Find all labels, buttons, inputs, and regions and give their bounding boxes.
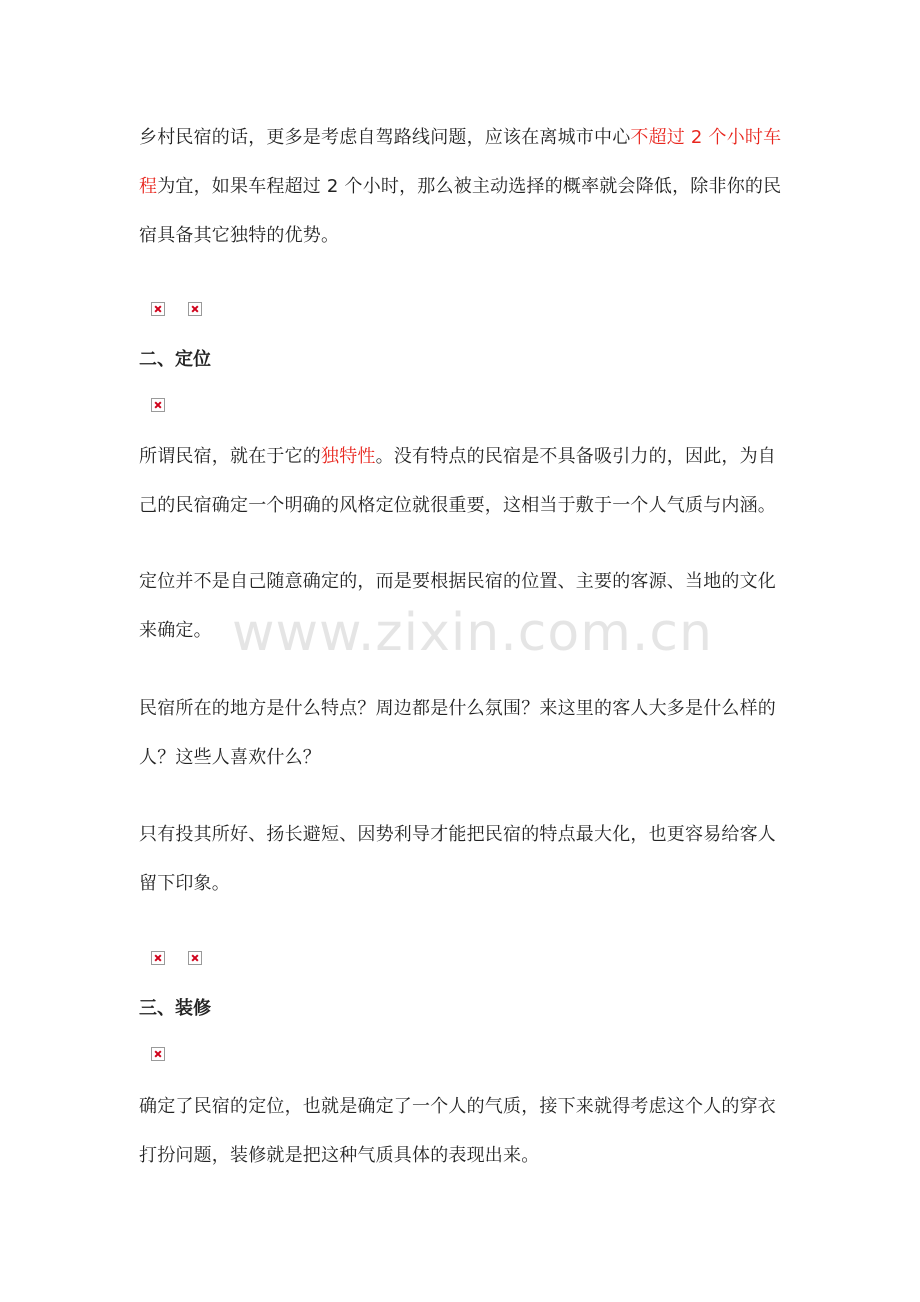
- highlighted-text: 不超过 2 个小时车程: [139, 127, 782, 197]
- paragraph-text: 所谓民宿，就在于它的: [139, 446, 321, 467]
- paragraph-text: 为宜，如果车程超过 2 个小时，那么被主动选择的概率就会降低，除非你的民宿具备其它独特的优势。: [139, 176, 782, 246]
- broken-image-icon: [188, 951, 202, 965]
- paragraph-uniqueness: [139, 432, 784, 530]
- highlighted-text: 独特性: [321, 446, 376, 467]
- paragraph-questions: 民宿所在的地方是什么特点？周边都是什么氛围？来这里的客人大多是什么样的人？这些人喜欢什么？: [139, 698, 776, 768]
- section-heading-positioning: 二、定位: [139, 349, 211, 370]
- broken-image-icon: [151, 951, 165, 965]
- paragraph-decoration: 确定了民宿的定位，也就是确定了一个人的气质，接下来就得考虑这个人的穿衣打扮问题，装修就是把这种气质具体的表现出来。: [139, 1096, 776, 1166]
- paragraph-maximize-features: 只有投其所好、扬长避短、因势利导才能把民宿的特点最大化，也更容易给客人留下印象。: [139, 824, 776, 894]
- broken-image-icon: [151, 398, 165, 412]
- broken-image-icon: [188, 302, 202, 316]
- broken-image-icon: [151, 302, 165, 316]
- paragraph-text: 乡村民宿的话，更多是考虑自驾路线问题，应该在离城市中心: [139, 127, 631, 148]
- section-heading-decoration: 三、装修: [139, 998, 211, 1019]
- broken-image-icon: [151, 1047, 165, 1061]
- paragraph-travel-distance: [139, 113, 784, 260]
- watermark: www.zixin.com.cn: [232, 603, 713, 663]
- paragraph-text: 。没有特点的民宿是不具备吸引力的，因此，为自己的民宿确定一个明确的风格定位就很重要，这相当于敷于一个人气质与内涵。: [139, 446, 777, 516]
- paragraph-positioning-basis: 定位并不是自己随意确定的，而是要根据民宿的位置、主要的客源、当地的文化来确定。: [139, 571, 776, 641]
